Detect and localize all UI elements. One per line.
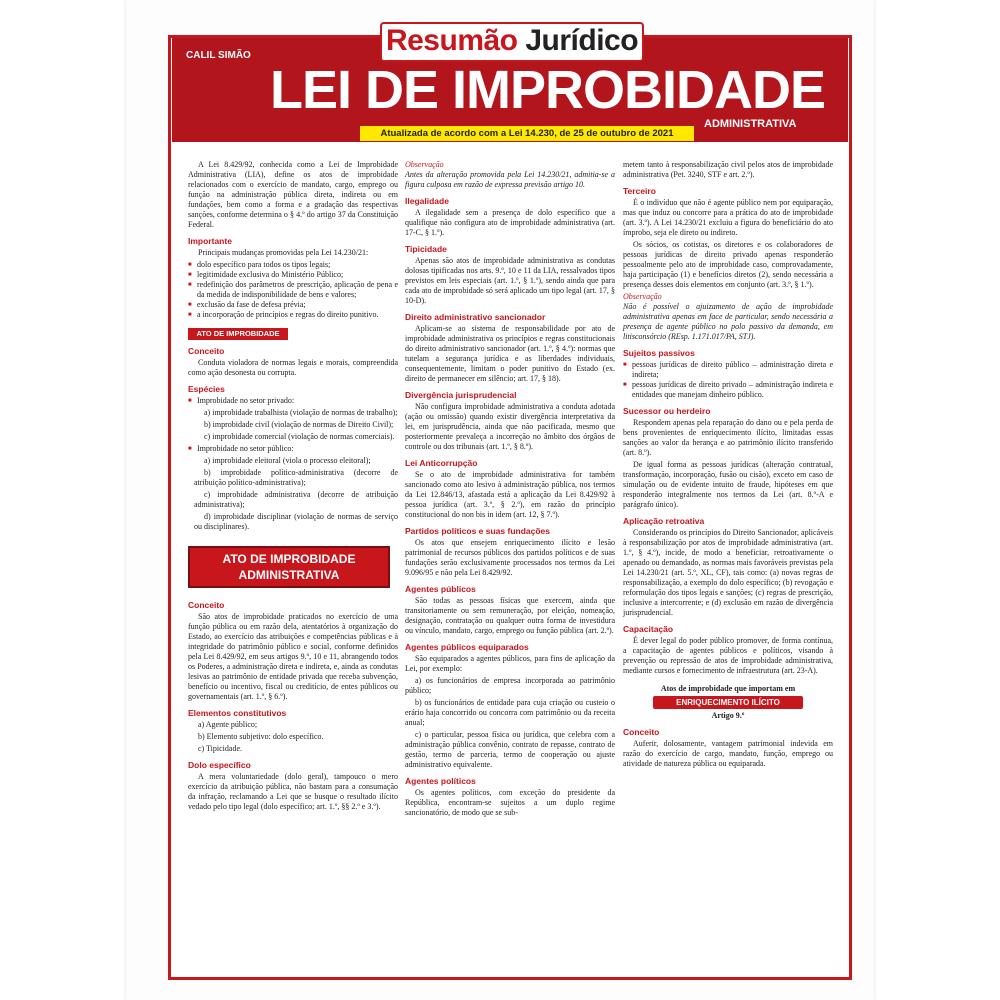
agentes-text: São todas as pessoas físicas que exercem, ainda que transitoriamente ou sem remuneração, por eleição, nomeação, designação, contratação ou qualquer outra forma de investidura ou vínculo, mandato, cargo, emprego ou função pública (art. 2.º). [405, 596, 615, 635]
enriquecimento-pill: ENRIQUECIMENTO ILÍCITO [653, 696, 803, 709]
especies-list [188, 396, 398, 406]
heading-conceito: Conceito [188, 346, 225, 356]
equiparados-text: São equiparados a agentes públicos, para fins de aplicação da Lei, por exemplo: [405, 654, 615, 673]
sub-item: b) improbidade político-administrativa (decorre de atribuição político-administrativa); [194, 468, 398, 487]
heading-conceito-3: Conceito [623, 727, 660, 737]
heading-sujeitos: Sujeitos passivos [623, 348, 695, 358]
politicos-text: Os agentes políticos, com exceção do presidente da República, encontram-se sujeitos a um duplo regime sancionatório, de modo que se sub- [405, 788, 615, 817]
terceiro-text-1: É o indivíduo que não é agente público nem por equiparação, mas que induz ou concorre para a prática do ato de improbidade (art. 3.º). A Lei 14.230/21 excluiu a figura do beneficiário do ato ímprobo, seja ele direto ou indireto. [623, 198, 833, 237]
brand-logo [380, 22, 644, 62]
heading-agentes: Agentes públicos [405, 584, 476, 594]
author-name: CALIL SIMÃO [186, 50, 251, 61]
elemento-item: a) Agente público; [198, 720, 258, 729]
especies-privado-sublist [188, 408, 398, 442]
page-subtitle: ADMINISTRATIVA [704, 118, 797, 130]
observacao2-text: Não é possível o ajuizamento de ação de improbidade administrativa apenas em face de particular, sendo necessária a presença de agente público no polo passivo da demanda, em litisconsórcio (REsp. 1.171.017/PA, STJ). [623, 302, 833, 341]
conceito2-text: São atos de improbidade praticados no exercício de uma função pública ou em razão dela, atentatórios à organização do Estado, ao exercício das atribuições e competências públicas e à integridade do patrimônio público e social, conforme definidos pela Lei 8.429/92, em seus artigos 9.º, 10 e 11, abrangendo todos os Poderes, a administração direta e indireta, e, ainda as condutas lesivas ao patrimônio de entidade privada que receba subvenção, benefício ou incentivo, fiscal ou creditício, de entes públicos ou governamentais (art. 1.º, § 6.º). [188, 612, 398, 701]
column-1 [188, 160, 398, 814]
especies-publico-sublist [188, 456, 398, 532]
elemento-item: b) Elemento subjetivo: dolo específico. [198, 732, 324, 741]
sub-item: c) improbidade administrativa (decorre de atribuição administrativa); [194, 490, 398, 509]
anticorrupcao-text: Se o ato de improbidade administrativa for também sancionado como ato lesivo à administração pública, nos termos da Lei 12.846/13, afastada está a aplicação da Lei 8.429/92 à pessoa jurídica (art. 3.º, § 2.º), em razão do princípio constitucional do non bis in idem (art. 12, § 7.º). [405, 470, 615, 519]
update-banner: Atualizada de acordo com a Lei 14.230, de 25 de outubro de 2021 [360, 126, 694, 141]
dolo-text: A mera voluntariedade (dolo geral), tampouco o mero exercício da atribuição pública, não bastam para a consumação da infração, reclamando a Lei que se busque o resultado ilícito vedado pelo tipo legal (dolo específico; art. 1.º, §§ 2.º e 3.º). [188, 772, 398, 811]
list-item: ■ Improbidade no setor público: [188, 444, 398, 454]
band-line-1: ATO DE IMPROBIDADE [222, 552, 356, 566]
importante-text: Principais mudanças promovidas pela Lei 14.230/21: [198, 248, 369, 257]
sub-item: d) improbidade disciplinar (violação de normas de serviço ou disciplinares). [194, 512, 398, 531]
column-2 [405, 160, 615, 820]
heading-divergencia: Divergência jurisprudencial [405, 390, 517, 400]
column-3 [623, 160, 833, 771]
heading-especies: Espécies [188, 384, 225, 394]
heading-capacitacao: Capacitação [623, 624, 674, 634]
tipicidade-text: Apenas são atos de improbidade administrativa as condutas dolosas tipificadas nos arts. 9.º, 10 e 11 da LIA, ressalvados tipos previstos em leis especiais (art. 1.º, § 1.º), sendo ainda que para cada ato de improbidade só será aplicado um tipo legal (art. 17, § 10-D). [405, 256, 615, 305]
capacitacao-text: É dever legal do poder público promover, de forma contínua, a capacitação de agentes públicos e políticos, visando à prevenção ou repressão de atos de improbidade administrativa, mediante cursos e fornecimento de infraestrutura (art. 23-A). [623, 636, 833, 675]
section-band-ato-administrativa [188, 546, 390, 588]
heading-equiparados: Agentes públicos equiparados [405, 642, 529, 652]
heading-importante: Importante [188, 236, 232, 246]
heading-politicos: Agentes políticos [405, 776, 476, 786]
heading-terceiro: Terceiro [623, 186, 656, 196]
heading-observacao: Observação [405, 160, 444, 169]
artigo-label: Artigo 9.º [711, 711, 745, 720]
heading-sucessor: Sucessor ou herdeiro [623, 406, 711, 416]
atos-line: Atos de improbidade que importam em [660, 684, 796, 693]
list-item: ■ pessoas jurídicas de direito privado – administração indireta e entidades que manejam dinheiro público. [623, 380, 833, 400]
sucessor-text-1: Respondem apenas pela reparação do dano ou e pela perda de bens provenientes de enriquecimento ilícito, limitadas essas sanções ao valor da herança e ao patrimônio ilícito transferido (art. 8.º). [623, 418, 833, 457]
heading-observacao-2: Observação [623, 292, 662, 301]
intro-text: A Lei 8.429/92, conhecida como a Lei de Improbidade Administrativa (LIA), define os atos de improbidade relacionados com o exercício de mandato, cargo, emprego ou função na administração pública direta, indireta ou em fundações, bem como a forma e a gradação das respectivas sanções, conforme determina o § 4.º do artigo 37 da Constituição Federal. [188, 160, 398, 229]
list-item: ■ Improbidade no setor privado: [188, 396, 398, 406]
heading-partidos: Partidos políticos e suas fundações [405, 526, 551, 536]
brand-word-1: Resumão [385, 24, 518, 57]
heading-conceito-2: Conceito [188, 600, 225, 610]
section-band-ato: ATO DE IMPROBIDADE [188, 328, 288, 340]
brand-word-2: Jurídico [525, 24, 639, 57]
list-item: ■ pessoas jurídicas de direito público – administração direta e indireta; [623, 360, 833, 380]
sub-item: b) improbidade civil (violação de normas de Direito Civil); [204, 420, 394, 429]
aplicacao-text: Considerando os princípios do Direito Sancionador, aplicáveis à responsabilização por atos de improbidade administrativa (art. 1.º, § 4.º), incide, de modo a beneficiar, retroativamente o apenado ou demandado, as normas mais favoráveis previstas pela Lei 14.230/21 (art. 5.º, XL, CF), tais como: (a) novas regras de responsabilização, a exemplo do dolo específico; (b) revogação e reformulação dos tipos legais e sanções; (c) regras de prescrição, inclusive a intercorrente; e (d) exclusão em razão de divergência jurisprudencial. [623, 528, 833, 617]
partidos-text: Os atos que ensejem enriquecimento ilícito e lesão patrimonial de recursos públicos dos partidos políticos e de suas fundações serão exclusivamente processados nos termos da Lei 9.096/95 e não pela Lei 8.429/92. [405, 538, 615, 577]
equiparado-item: c) o particular, pessoa física ou jurídica, que celebra com a administração pública convênio, contrato de repasse, contrato de gestão, termo de parceria, termo de cooperação ou ajuste administrativo equivalente. [405, 730, 615, 769]
direito-text: Aplicam-se ao sistema de responsabilidade por ato de improbidade administrativa os princípios e regras constitucionais do direito administrativo sancionador (art. 1.º, § 4.º): normas que tutelam a segurança jurídica e as liberdades individuais, consequentemente, limitam o poder punitivo do Estado (ex. direito de permanecer em silêncio; art. 17, § 18). [405, 324, 615, 383]
sub-item: c) improbidade comercial (violação de normas comerciais). [204, 432, 395, 441]
conceito3-text: Auferir, dolosamente, vantagem patrimonial indevida em razão do exercício de cargo, mandato, função, emprego ou atividade de natureza pública ou equiparada. [623, 739, 833, 768]
sub-item: a) improbidade eleitoral (viola o processo eleitoral); [204, 456, 371, 465]
list-item: ■ a incorporação de princípios e regras do direito punitivo. [188, 310, 398, 320]
heading-aplicacao: Aplicação retroativa [623, 516, 705, 526]
especies-list-2 [188, 444, 398, 454]
equiparado-item: b) os funcionários de entidade para cuja criação ou custeio o erário haja concorrido ou concorra com patrimônio ou da receita anual; [405, 698, 615, 727]
list-item: ■ legitimidade exclusiva do Ministério Público; [188, 270, 398, 280]
heading-direito-sancionador: Direito administrativo sancionador [405, 312, 546, 322]
sujeitos-list [623, 360, 833, 400]
divergencia-text: Não configura improbidade administrativa a conduta adotada (ação ou omissão) quando existir divergência interpretativa da lei, em jurisprudência, ainda que não pacificada, mesmo que posteriormente prevaleça a incorreção no âmbito dos órgãos de controle ou dos tribunais (art. 1.º, § 8.º). [405, 402, 615, 451]
heading-anticorrupcao: Lei Anticorrupção [405, 458, 478, 468]
heading-dolo: Dolo específico [188, 760, 251, 770]
observacao-text: Antes da alteração promovida pela Lei 14.230/21, admitia-se a figura culposa em razão de expressa previsão artigo 10. [405, 170, 615, 189]
ilegalidade-text: A ilegalidade sem a presença de dolo específico que a qualifique não configura ato de improbidade administrativa (art. 17-C, § 1.º). [405, 208, 615, 237]
sucessor-text-2: De igual forma as pessoas jurídicas (alteração contratual, transformação, incorporação, fusão ou cisão), exceto em caso de simulação ou de evidente intuito de fraude, hipóteses em que responderão integralmente nos termos da Lei (art. 8.º-A e parágrafo único). [623, 460, 833, 509]
list-item: ■ redefinição dos parâmetros de prescrição, aplicação de pena e da medida de indisponibilidade de bens e valores; [188, 280, 398, 300]
sub-item: a) improbidade trabalhista (violação de normas de trabalho); [204, 408, 398, 417]
terceiro-text-2: Os sócios, os cotistas, os diretores e os colaboradores de pessoas jurídicas de direito privado apenas responderão pessoalmente pelo ato de improbidade caso, comprovadamente, haja participação (1) e benefícios diretos (2), sendo necessária a presença desses dois elementos em conjunto (art. 3.º, § 1.º). [623, 240, 833, 289]
list-item: ■ dolo específico para todos os tipos legais; [188, 260, 398, 270]
list-item: ■ exclusão da fase de defesa prévia; [188, 300, 398, 310]
equiparado-item: a) os funcionários de empresa incorporada ao patrimônio público; [405, 676, 615, 695]
heading-elementos: Elementos constitutivos [188, 708, 287, 718]
importante-list [188, 260, 398, 320]
band-line-2: ADMINISTRATIVA [238, 568, 340, 582]
conceito-text: Conduta violadora de normas legais e morais, compreendida como ação desonesta ou corrupta. [188, 358, 398, 377]
continuation-text: metem tanto à responsabilização civil pelos atos de improbidade administrativa (Pet. 3240, STF e art. 2.º). [623, 160, 833, 179]
elemento-item: c) Tipicidade. [198, 744, 242, 753]
heading-ilegalidade: Ilegalidade [405, 196, 449, 206]
page-title: LEI DE IMPROBIDADE [270, 60, 826, 120]
heading-tipicidade: Tipicidade [405, 244, 447, 254]
